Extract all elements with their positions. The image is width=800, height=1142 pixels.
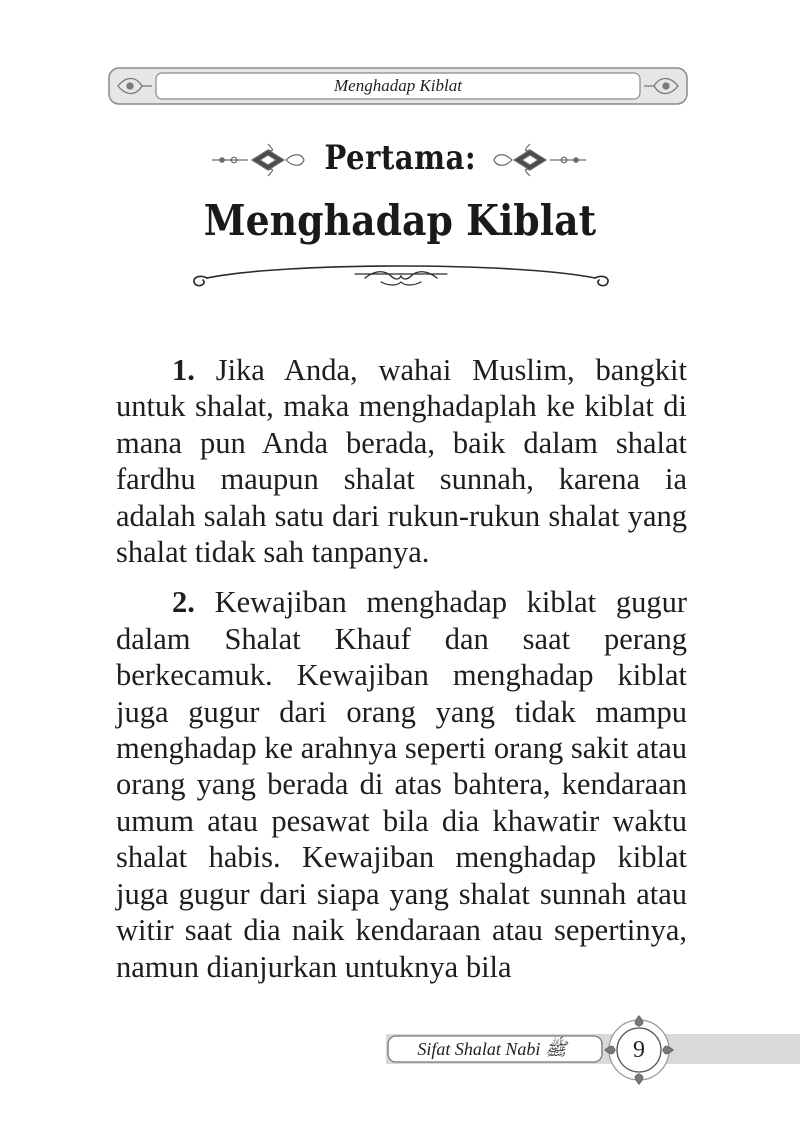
chapter-title (0, 196, 800, 245)
chapter-label-text: Pertama: (324, 138, 476, 178)
heading-right-ornament-icon (490, 138, 590, 182)
paragraph-2 (116, 584, 687, 984)
running-header (108, 67, 688, 105)
running-header-title: Menghadap Kiblat (334, 76, 462, 95)
page-number: 9 (633, 1037, 645, 1063)
title-flourish-icon (185, 256, 617, 296)
paragraph-text: Kewajiban menghadap kiblat gugur dalam Shalat Khauf dan saat perang berkecamuk. Kewajiban menghadap kiblat juga gugur dari orang yang tidak mampu menghadap ke arahnya seperti orang sakit atau orang yang berada di atas bahtera, kendaraan umum atau pesawat bila dia khawatir waktu shalat habis. Kewajiban menghadap kiblat juga gugur dari siapa yang shalat sunnah atau witir saat dia naik kendaraan atau sepertinya, namun dianjurkan untuknya bila (116, 585, 687, 984)
chapter-title-text: Menghadap Kiblat (203, 196, 597, 245)
footer-book-title: Sifat Shalat Nabi ﷺ (417, 1039, 567, 1059)
paragraph-number: 2. (172, 585, 195, 620)
chapter-label (0, 138, 800, 178)
paragraph-number: 1. (172, 353, 195, 387)
body-text (116, 352, 687, 999)
paragraph-1 (116, 352, 687, 570)
paragraph-text: Jika Anda, wahai Muslim, bangkit untuk shalat, maka menghadaplah ke kiblat di mana pun Anda berada, baik dalam shalat fardhu maupun shalat sunnah, karena ia adalah salah satu dari rukun-rukun shalat yang shalat tidak sah tanpanya. (116, 353, 687, 570)
